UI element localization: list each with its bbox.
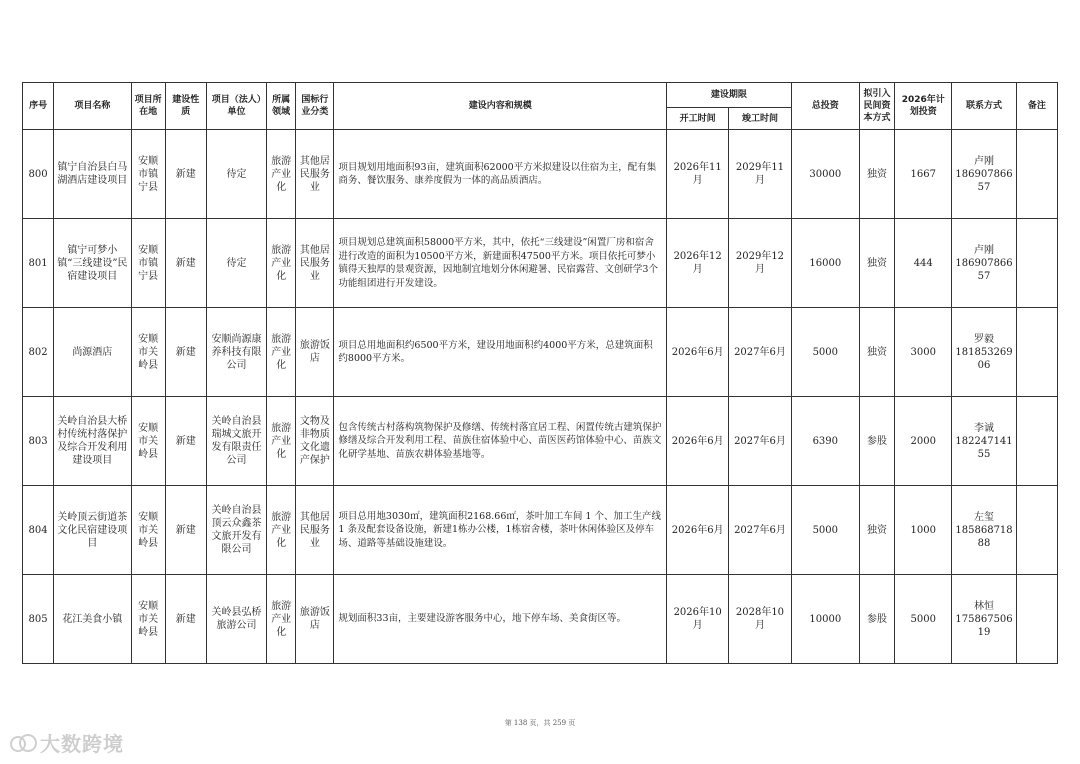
contact-name: 李诚 — [974, 422, 995, 434]
cell-content: 项目规划总建筑面积58000平方米，其中，依托“三线建设”闲置厂房和宿舍进行改造的面积为10500平方米，新建面积47500平方米。项目依托可梦小镇得天独厚的景观资源，因地制宜地划分休闲避暑、民宿露营、文创研学3个功能组团进行开发建设。 — [334, 219, 667, 308]
cell-content: 项目总用地面积约6500平方米，建设用地面积约4000平方米，总建筑面积约8000平方米。 — [334, 308, 667, 397]
contact-phone: 18224714155 — [955, 435, 1013, 460]
header-owner: 项目（法人）单位 — [206, 83, 266, 130]
cell-owner: 关岭县弘桥旅游公司 — [206, 575, 266, 664]
header-location: 项目所在地 — [131, 83, 165, 130]
cell-content: 规划面积33亩，主要建设游客服务中心，地下停车场、美食街区等。 — [334, 575, 667, 664]
contact-phone: 18690786657 — [955, 168, 1013, 193]
cell-seq: 801 — [23, 219, 54, 308]
header-end: 竣工时间 — [729, 108, 791, 130]
cell-plan2026: 3000 — [895, 308, 952, 397]
table-row — [23, 130, 1058, 219]
cell-owner: 关岭自治县瑞城文旅开发有限责任公司 — [206, 397, 266, 486]
cell-location: 安顺市关岭县 — [131, 575, 165, 664]
contact-name: 林恒 — [974, 600, 995, 612]
cell-contact — [952, 130, 1016, 219]
cell-location: 安顺市关岭县 — [131, 308, 165, 397]
cell-nature: 新建 — [165, 219, 206, 308]
cell-industry: 旅游饭店 — [296, 575, 334, 664]
cell-mode: 参股 — [859, 575, 894, 664]
cell-location: 安顺市镇宁县 — [131, 130, 165, 219]
cell-mode: 独资 — [859, 219, 894, 308]
project-table — [22, 82, 1058, 664]
cell-name: 关岭顶云街道茶文化民宿建设项目 — [54, 486, 131, 575]
cell-seq: 802 — [23, 308, 54, 397]
cell-seq: 804 — [23, 486, 54, 575]
cell-start: 2026年12月 — [667, 219, 729, 308]
cell-plan2026: 5000 — [895, 575, 952, 664]
cell-investment: 6390 — [791, 397, 859, 486]
header-start: 开工时间 — [667, 108, 729, 130]
header-nature: 建设性质 — [165, 83, 206, 130]
cell-investment: 5000 — [791, 486, 859, 575]
table-row — [23, 486, 1058, 575]
cell-industry: 文物及非物质文化遗产保护 — [296, 397, 334, 486]
cell-field: 旅游产业化 — [267, 575, 296, 664]
cell-owner: 安顺尚源康养科技有限公司 — [206, 308, 266, 397]
contact-name: 卢刚 — [974, 244, 995, 256]
cell-owner: 待定 — [206, 130, 266, 219]
cell-plan2026: 2000 — [895, 397, 952, 486]
cell-industry: 其他居民服务业 — [296, 486, 334, 575]
cell-content: 项目规划用地面积93亩，建筑面积62000平方米拟建设以住宿为主，配有集商务、餐饮服务、康养度假为一体的高品质酒店。 — [334, 130, 667, 219]
contact-name: 左玺 — [974, 511, 995, 523]
header-investment: 总投资 — [791, 83, 859, 130]
cell-owner: 待定 — [206, 219, 266, 308]
header-remark: 备注 — [1016, 83, 1057, 130]
cell-nature: 新建 — [165, 486, 206, 575]
watermark — [10, 728, 124, 757]
cell-nature: 新建 — [165, 575, 206, 664]
watermark-logo-icon — [10, 732, 36, 754]
cell-mode: 独资 — [859, 130, 894, 219]
cell-contact — [952, 397, 1016, 486]
header-field: 所属领域 — [267, 83, 296, 130]
cell-remark — [1016, 575, 1057, 664]
cell-remark — [1016, 219, 1057, 308]
cell-plan2026: 1667 — [895, 130, 952, 219]
cell-location: 安顺市关岭县 — [131, 397, 165, 486]
header-mode: 拟引入民间资本方式 — [859, 83, 894, 130]
table-row — [23, 219, 1058, 308]
cell-name: 关岭自治县大桥村传统村落保护及综合开发利用建设项目 — [54, 397, 131, 486]
contact-name: 罗毅 — [974, 333, 995, 345]
cell-remark — [1016, 397, 1057, 486]
cell-start: 2026年6月 — [667, 308, 729, 397]
cell-start: 2026年6月 — [667, 486, 729, 575]
contact-phone: 18690786657 — [955, 257, 1013, 282]
header-name: 项目名称 — [54, 83, 131, 130]
cell-location: 安顺市镇宁县 — [131, 219, 165, 308]
cell-field: 旅游产业化 — [267, 397, 296, 486]
header-industry: 国标行业分类 — [296, 83, 334, 130]
cell-investment: 10000 — [791, 575, 859, 664]
contact-phone: 18185326906 — [955, 346, 1013, 371]
cell-field: 旅游产业化 — [267, 486, 296, 575]
table-row — [23, 308, 1058, 397]
cell-investment: 30000 — [791, 130, 859, 219]
cell-end: 2029年11月 — [729, 130, 791, 219]
cell-end: 2027年6月 — [729, 397, 791, 486]
cell-contact — [952, 486, 1016, 575]
cell-contact — [952, 308, 1016, 397]
cell-plan2026: 1000 — [895, 486, 952, 575]
cell-name: 尚源酒店 — [54, 308, 131, 397]
cell-end: 2027年6月 — [729, 486, 791, 575]
table-row — [23, 575, 1058, 664]
cell-mode: 独资 — [859, 308, 894, 397]
cell-industry: 其他居民服务业 — [296, 219, 334, 308]
cell-nature: 新建 — [165, 130, 206, 219]
cell-end: 2027年6月 — [729, 308, 791, 397]
cell-seq: 800 — [23, 130, 54, 219]
cell-plan2026: 444 — [895, 219, 952, 308]
cell-investment: 16000 — [791, 219, 859, 308]
table-row — [23, 397, 1058, 486]
cell-content: 项目总用地3030㎡，建筑面积2168.66㎡，茶叶加工车间 1 个、加工生产线 1 条及配套设备设施，新建1栋办公楼，1栋宿舍楼，茶叶休闲体验区及停车场、道路等基础设施建设。 — [334, 486, 667, 575]
cell-contact — [952, 219, 1016, 308]
cell-content: 包含传统古村落构筑物保护及修缮、传统村落宜居工程、闲置传统古建筑保护修缮及综合开发利用工程、苗族住宿体验中心、苗医医药馆体验中心、苗族文化研学基地、苗族农耕体验基地等。 — [334, 397, 667, 486]
header-seq: 序号 — [23, 83, 54, 130]
cell-name: 镇宁自治县白马湖酒店建设项目 — [54, 130, 131, 219]
cell-field: 旅游产业化 — [267, 130, 296, 219]
cell-industry: 其他居民服务业 — [296, 130, 334, 219]
cell-seq: 803 — [23, 397, 54, 486]
cell-end: 2028年10月 — [729, 575, 791, 664]
page-footer: 第 138 页，共 259 页 — [504, 719, 576, 727]
contact-name: 卢刚 — [974, 155, 995, 167]
cell-nature: 新建 — [165, 397, 206, 486]
cell-start: 2026年6月 — [667, 397, 729, 486]
cell-start: 2026年10月 — [667, 575, 729, 664]
cell-remark — [1016, 308, 1057, 397]
cell-mode: 参股 — [859, 397, 894, 486]
cell-nature: 新建 — [165, 308, 206, 397]
cell-field: 旅游产业化 — [267, 308, 296, 397]
cell-industry: 旅游饭店 — [296, 308, 334, 397]
header-plan2026: 2026年计划投资 — [895, 83, 952, 130]
header-content: 建设内容和规模 — [334, 83, 667, 130]
contact-phone: 17586750619 — [955, 613, 1013, 638]
header-period: 建设期限 — [667, 83, 792, 108]
cell-owner: 关岭自治县顶云众鑫茶文旅开发有限公司 — [206, 486, 266, 575]
cell-mode: 独资 — [859, 486, 894, 575]
cell-end: 2029年12月 — [729, 219, 791, 308]
contact-phone: 18586871888 — [955, 524, 1013, 549]
cell-name: 花江美食小镇 — [54, 575, 131, 664]
cell-field: 旅游产业化 — [267, 219, 296, 308]
header-contact: 联系方式 — [952, 83, 1016, 130]
cell-remark — [1016, 486, 1057, 575]
cell-remark — [1016, 130, 1057, 219]
cell-location: 安顺市关岭县 — [131, 486, 165, 575]
cell-contact — [952, 575, 1016, 664]
cell-name: 镇宁可梦小镇“三线建设”民宿建设项目 — [54, 219, 131, 308]
watermark-text: 大数跨境 — [40, 732, 124, 756]
cell-investment: 5000 — [791, 308, 859, 397]
cell-seq: 805 — [23, 575, 54, 664]
cell-start: 2026年11月 — [667, 130, 729, 219]
